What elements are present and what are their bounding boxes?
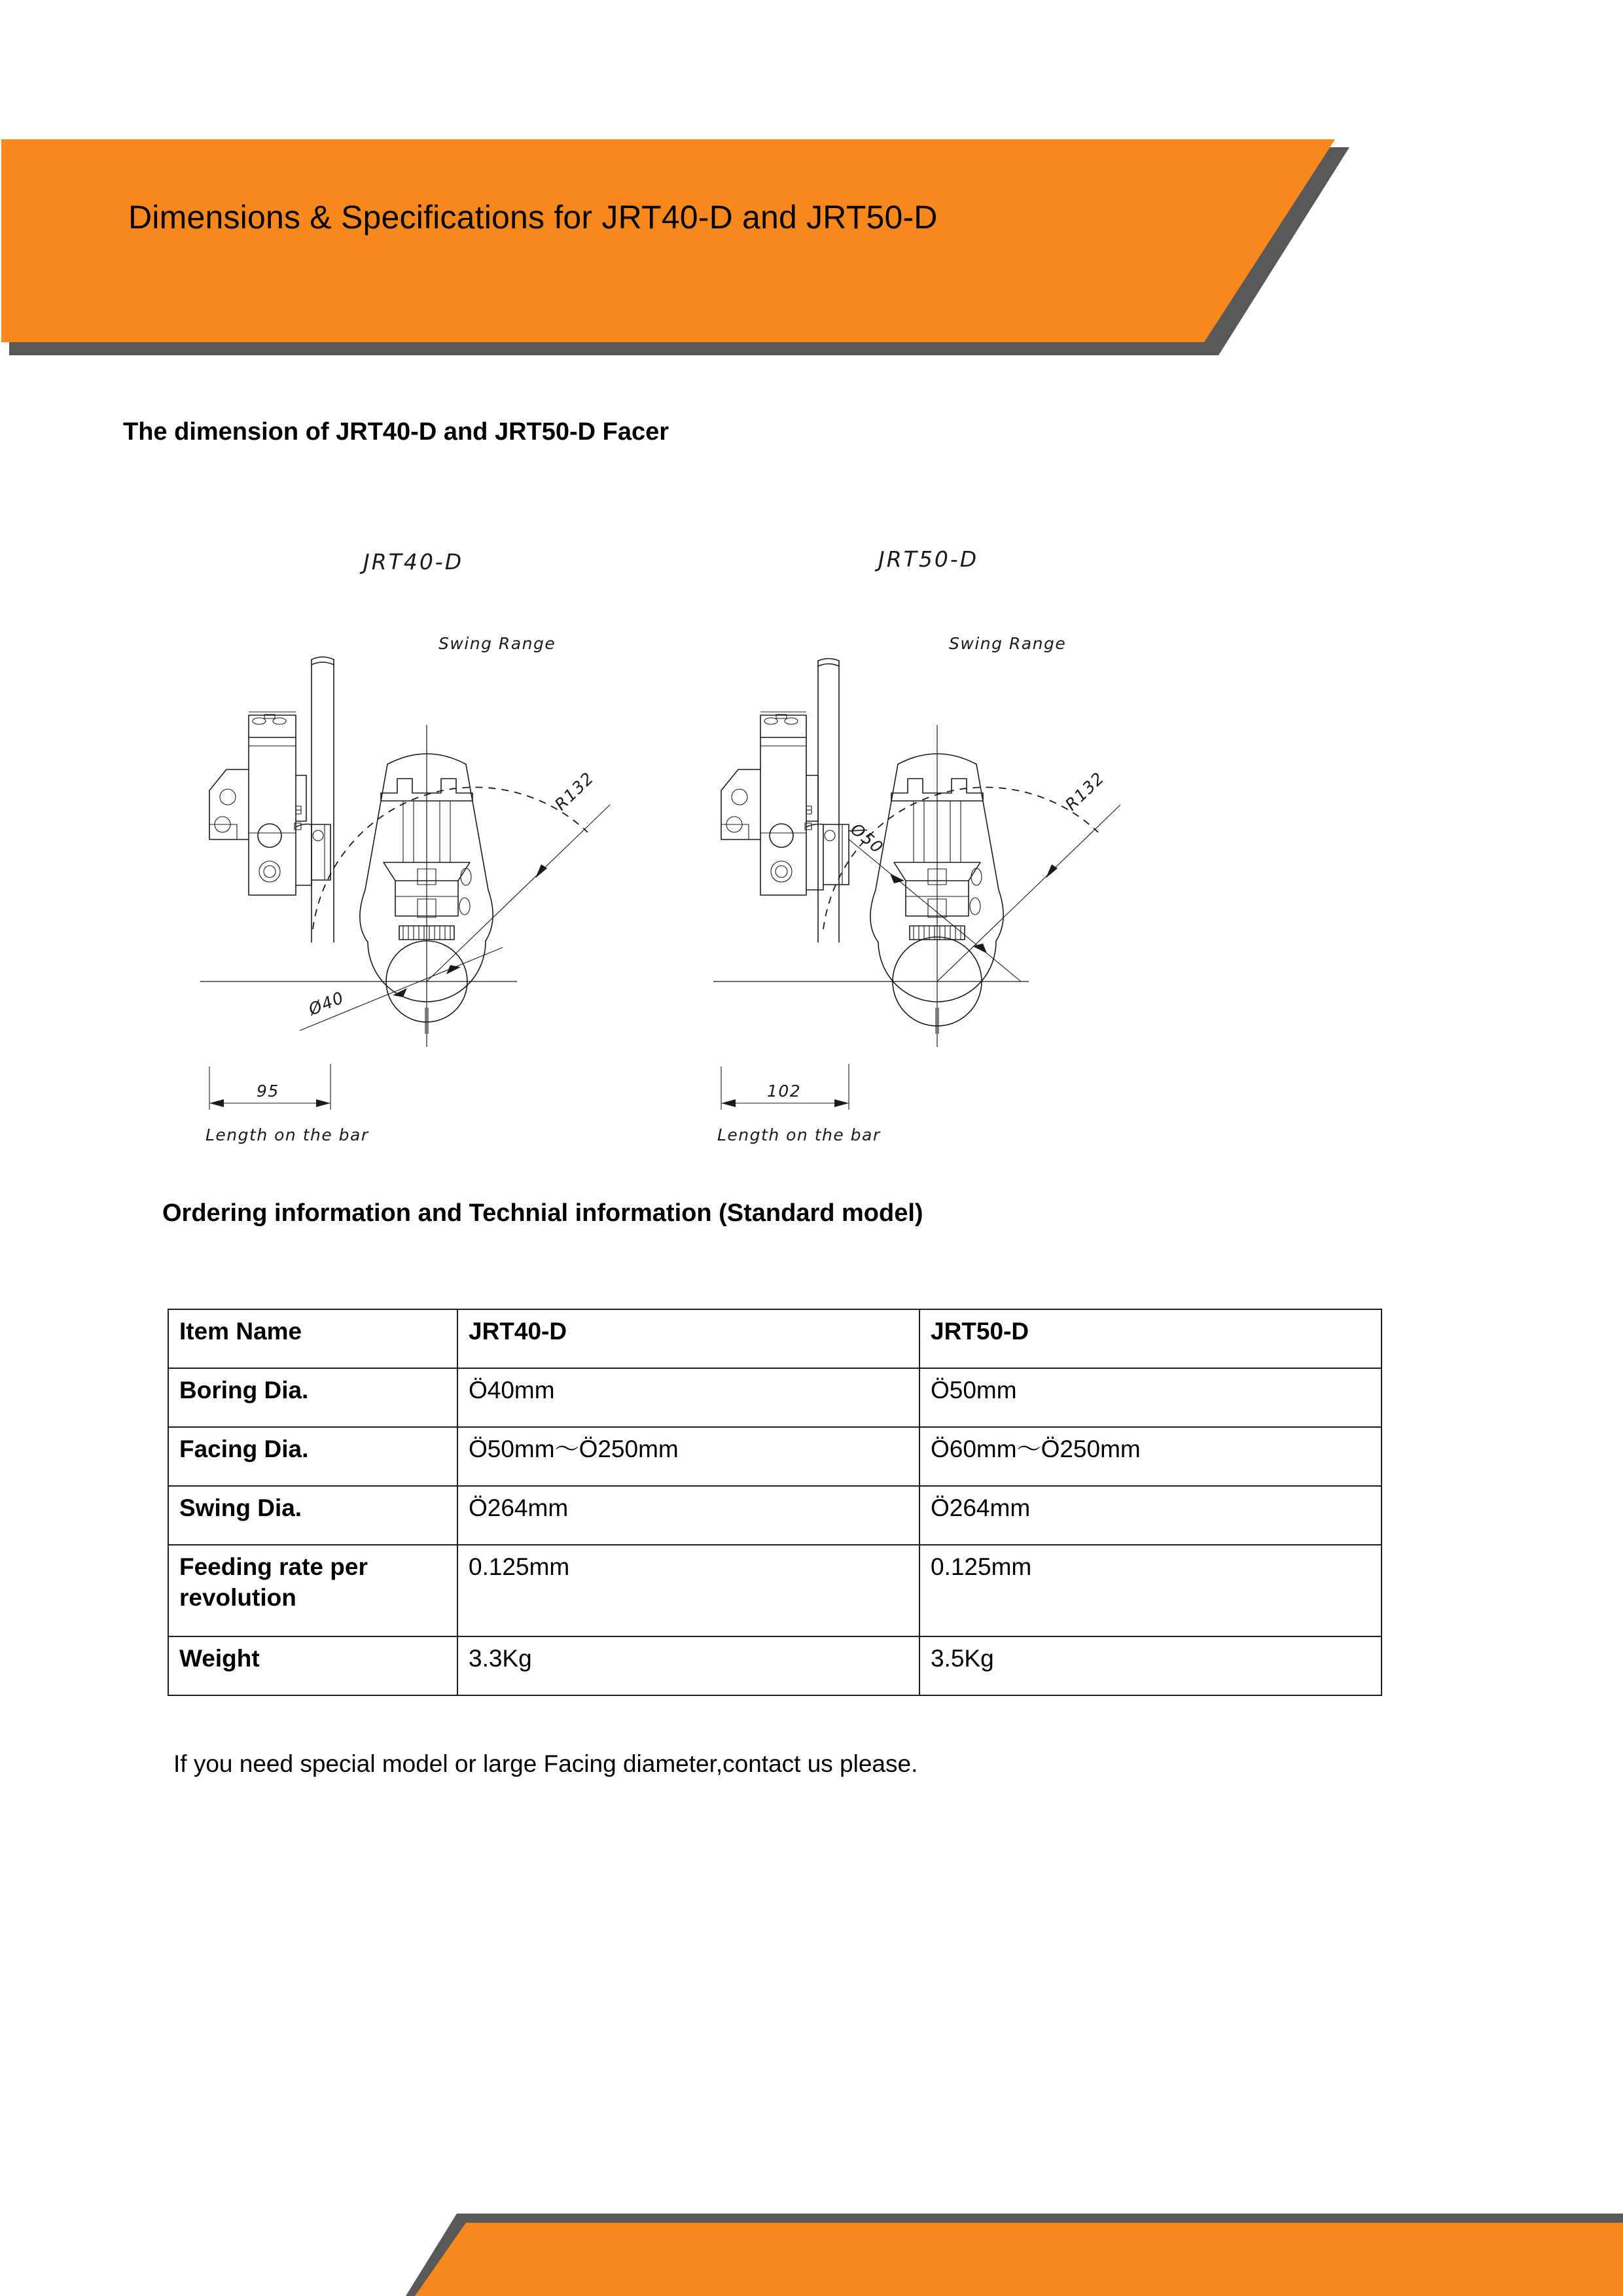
jrt50d-tool-shank — [818, 659, 839, 943]
svg-text:95: 95 — [257, 1082, 279, 1101]
drawing-model-label-jrt40d: JRT40-D — [363, 550, 464, 574]
row-label-boring-dia: Boring Dia. — [168, 1368, 457, 1427]
table-row — [168, 1368, 1382, 1427]
jrt40d-tool-shank — [312, 657, 334, 942]
row-label-facing-dia: Facing Dia. — [168, 1427, 457, 1486]
footer-banner — [406, 2214, 1623, 2296]
jrt50d-radius-dimension — [937, 768, 1120, 981]
jrt50d-length-caption: Length on the bar — [717, 1125, 881, 1144]
svg-text:R132: R132 — [551, 768, 598, 815]
dimension-section-heading: The dimension of JRT40-D and JRT50-D Facer — [123, 418, 669, 446]
jrt40d-body-block — [209, 712, 301, 895]
header-banner — [0, 138, 1355, 355]
row-value-swing-dia-jrt40d: Ö264mm — [457, 1486, 919, 1545]
row-value-feeding-rate-jrt50d: 0.125mm — [919, 1545, 1382, 1636]
svg-text:Ø50: Ø50 — [847, 819, 887, 858]
jrt50d-length-dimension — [721, 1064, 849, 1110]
jrt40d-length-caption: Length on the bar — [205, 1125, 369, 1144]
svg-text:102: 102 — [767, 1082, 802, 1101]
drawing-jrt50d — [713, 550, 1120, 1144]
table-row — [168, 1636, 1382, 1695]
header-banner-face — [1, 139, 1335, 342]
table-header-row — [168, 1309, 1382, 1368]
contact-note: If you need special model or large Facing diameter,contact us please. — [173, 1750, 918, 1777]
jrt50d-facing-head — [870, 725, 1003, 1047]
page-title: Dimensions & Specifications for JRT40-D and JRT50-D — [128, 199, 938, 236]
jrt40d-bore-dimension — [300, 947, 503, 1031]
drawing-model-label-jrt50d: JRT50-D — [878, 550, 979, 572]
table-row — [168, 1545, 1382, 1636]
ordering-section-heading: Ordering information and Technial information (Standard model) — [162, 1199, 923, 1227]
jrt40d-swing-range-label: Swing Range — [438, 634, 556, 653]
jrt40d-hub-flange — [294, 775, 330, 885]
row-label-weight: Weight — [168, 1636, 457, 1695]
row-label-swing-dia: Swing Dia. — [168, 1486, 457, 1545]
technical-drawing-area — [196, 550, 1427, 1152]
svg-text:Ø40: Ø40 — [306, 987, 348, 1019]
jrt40d-facing-head — [360, 725, 493, 1047]
row-value-weight-jrt40d: 3.3Kg — [457, 1636, 919, 1695]
row-value-feeding-rate-jrt40d: 0.125mm — [457, 1545, 919, 1636]
footer-banner-face — [415, 2223, 1623, 2296]
row-value-boring-dia-jrt50d: Ö50mm — [919, 1368, 1382, 1427]
jrt50d-body-block — [721, 712, 812, 895]
table-row — [168, 1486, 1382, 1545]
table-row — [168, 1427, 1382, 1486]
row-value-facing-dia-jrt50d: Ö60mm～Ö250mm — [919, 1427, 1382, 1486]
table-header-item-name: Item Name — [168, 1309, 457, 1368]
jrt50d-swing-range-label: Swing Range — [949, 634, 1067, 653]
jrt50d-hub-flange — [805, 775, 849, 890]
specification-table — [168, 1309, 1382, 1696]
svg-text:R132: R132 — [1061, 768, 1109, 815]
jrt40d-length-dimension — [209, 1064, 330, 1110]
table-header-jrt40d: JRT40-D — [457, 1309, 919, 1368]
jrt40d-radius-dimension — [427, 768, 610, 981]
row-value-boring-dia-jrt40d: Ö40mm — [457, 1368, 919, 1427]
row-value-weight-jrt50d: 3.5Kg — [919, 1636, 1382, 1695]
table-header-jrt50d: JRT50-D — [919, 1309, 1382, 1368]
drawing-jrt40d — [200, 550, 610, 1144]
row-label-feeding-rate: Feeding rate per revolution — [168, 1545, 457, 1636]
row-value-swing-dia-jrt50d: Ö264mm — [919, 1486, 1382, 1545]
row-value-facing-dia-jrt40d: Ö50mm～Ö250mm — [457, 1427, 919, 1486]
